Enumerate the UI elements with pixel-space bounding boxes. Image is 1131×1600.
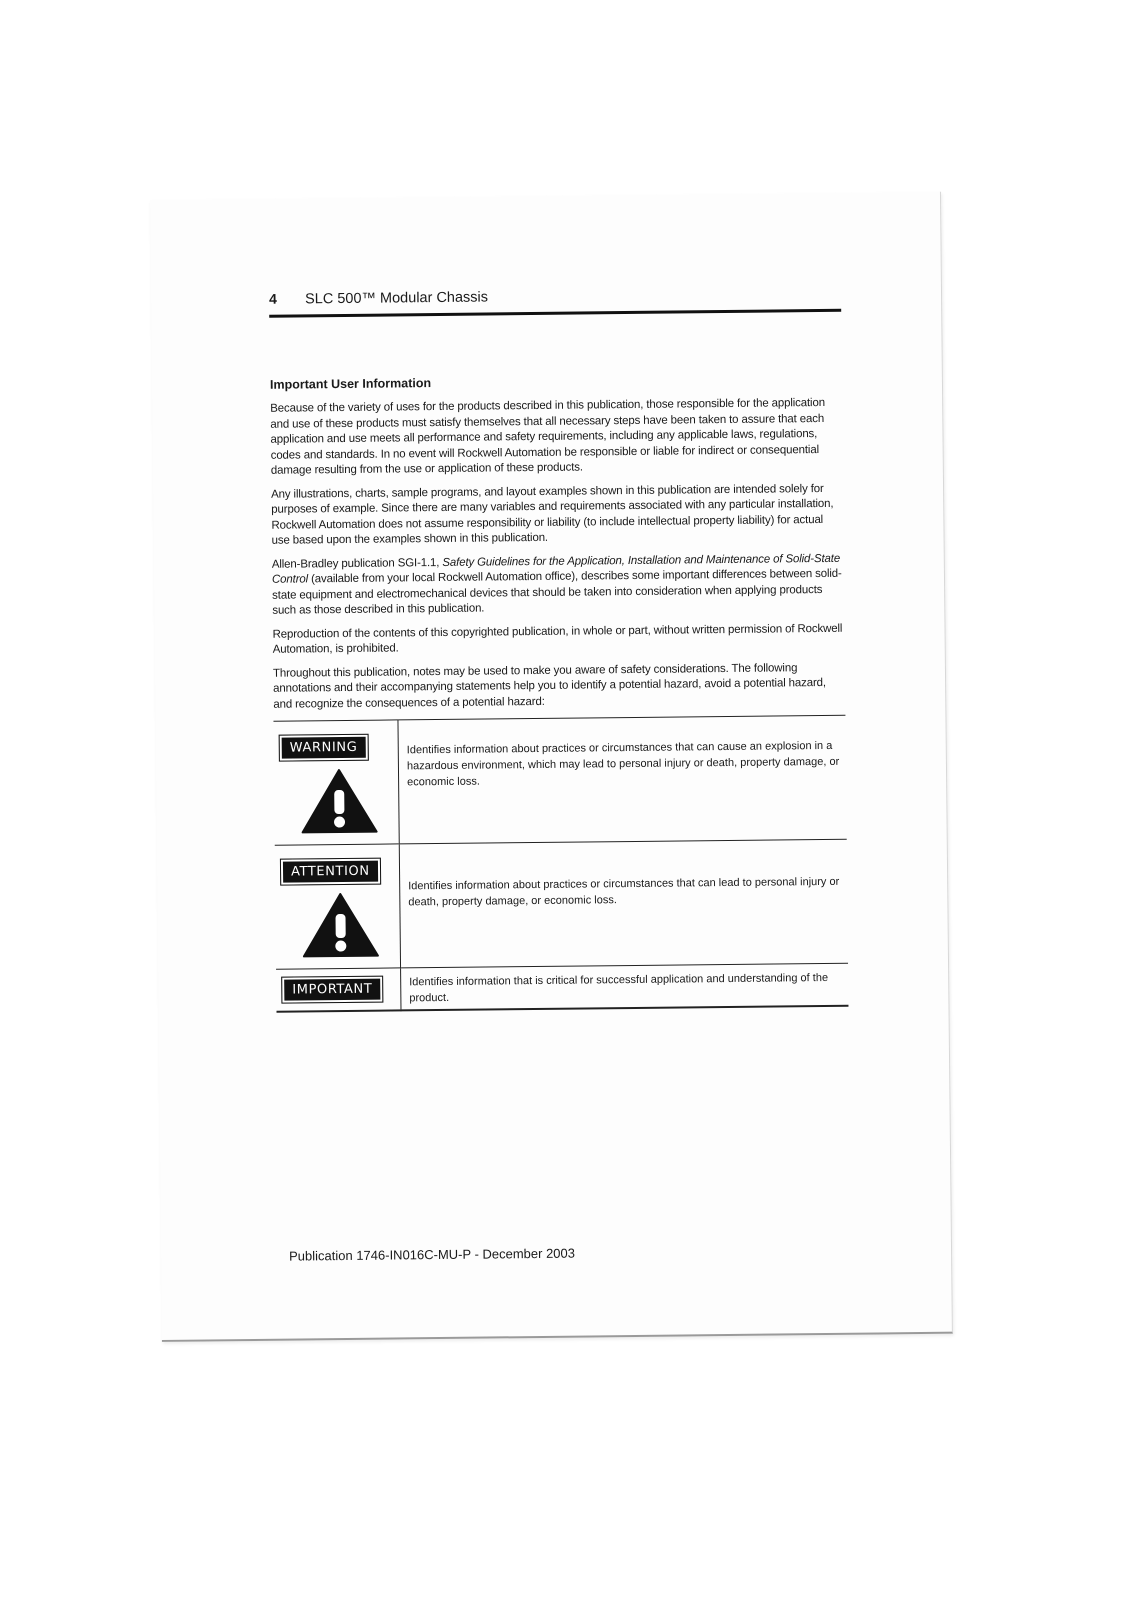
publication-footer: Publication 1746-IN016C-MU-P - December 2003 — [288, 1245, 576, 1264]
important-label-cell — [276, 968, 401, 1012]
attention-description: Identifies information about practices or circumstances that can lead to personal injury or death, property damage, or economic loss. — [408, 875, 840, 909]
important-description: Identifies information that is critical for successful application and understanding of the product. — [409, 971, 829, 1005]
hazard-triangle-icon — [300, 768, 379, 835]
section-heading: Important User Information — [269, 376, 432, 392]
paragraph-reproduction: Reproduction of the contents of this copyrighted publication, in whole or part, without written permission of Rockwell Automation, is prohibited. — [272, 622, 843, 656]
paragraph-annotations: Throughout this publication, notes may be used to make you aware of safety considerations. The following annotations and their accompanying statements help you to identify a potential hazard, avoid a potential hazard, and recognize the consequences of a potential hazard: — [272, 661, 826, 711]
attention-label-cell — [275, 844, 401, 969]
document-page — [150, 192, 953, 1342]
safety-notes-table — [273, 715, 848, 1013]
paragraph-text: (available from your local Rockwell Automation office), describes some important differences between solid-state equipment and electromechanical devices that should be taken into consideration when applying products such as those described in this publication. — [272, 567, 842, 617]
important-tag: IMPORTANT — [282, 977, 382, 1003]
attention-tag: ATTENTION — [281, 859, 380, 885]
header-rule — [269, 309, 841, 318]
paragraph-safety-guidelines — [272, 551, 843, 619]
warning-label-cell — [273, 720, 399, 845]
important-row — [276, 963, 848, 1011]
warning-description: Identifies information about practices or circumstances that can cause an explosion in a hazardous environment, which may lead to personal injury or death, property damage, or economic loss. — [406, 739, 840, 789]
page-number: 4 — [268, 290, 277, 307]
publication-title: Safety Guidelines for the Application, Installation and Maintenance of Solid-State Control — [271, 552, 841, 586]
paragraph-examples: Any illustrations, charts, sample programs, and layout examples shown in this publication are intended solely for purposes of example. Since there are many variables and requirements associated with any particular installation, Rockwell Automation does not assume responsibility or liability (to include intellectual property liability) for actual use based upon the examples shown in this publication. — [271, 482, 834, 547]
header-title: SLC 500™ Modular Chassis — [304, 289, 489, 308]
page-content — [269, 285, 847, 1013]
attention-row — [275, 839, 848, 969]
warning-tag: WARNING — [280, 735, 368, 761]
paragraph-liability: Because of the variety of uses for the products described in this publication, those responsible for the application and use of these products must satisfy themselves that all necessary steps have been taken to assure that each application and use meets all performance and safety requirements, including any applicable laws, regulations, codes and standards. In no event will Rockwell Automation be responsible or liable for indirect or consequential damage resulting from the use or application of these products. — [270, 396, 825, 477]
paragraph-text: Allen-Bradley publication SGI-1.1, — [271, 556, 443, 571]
hazard-triangle-icon — [301, 892, 380, 959]
running-header — [269, 285, 839, 308]
warning-row — [273, 715, 846, 845]
